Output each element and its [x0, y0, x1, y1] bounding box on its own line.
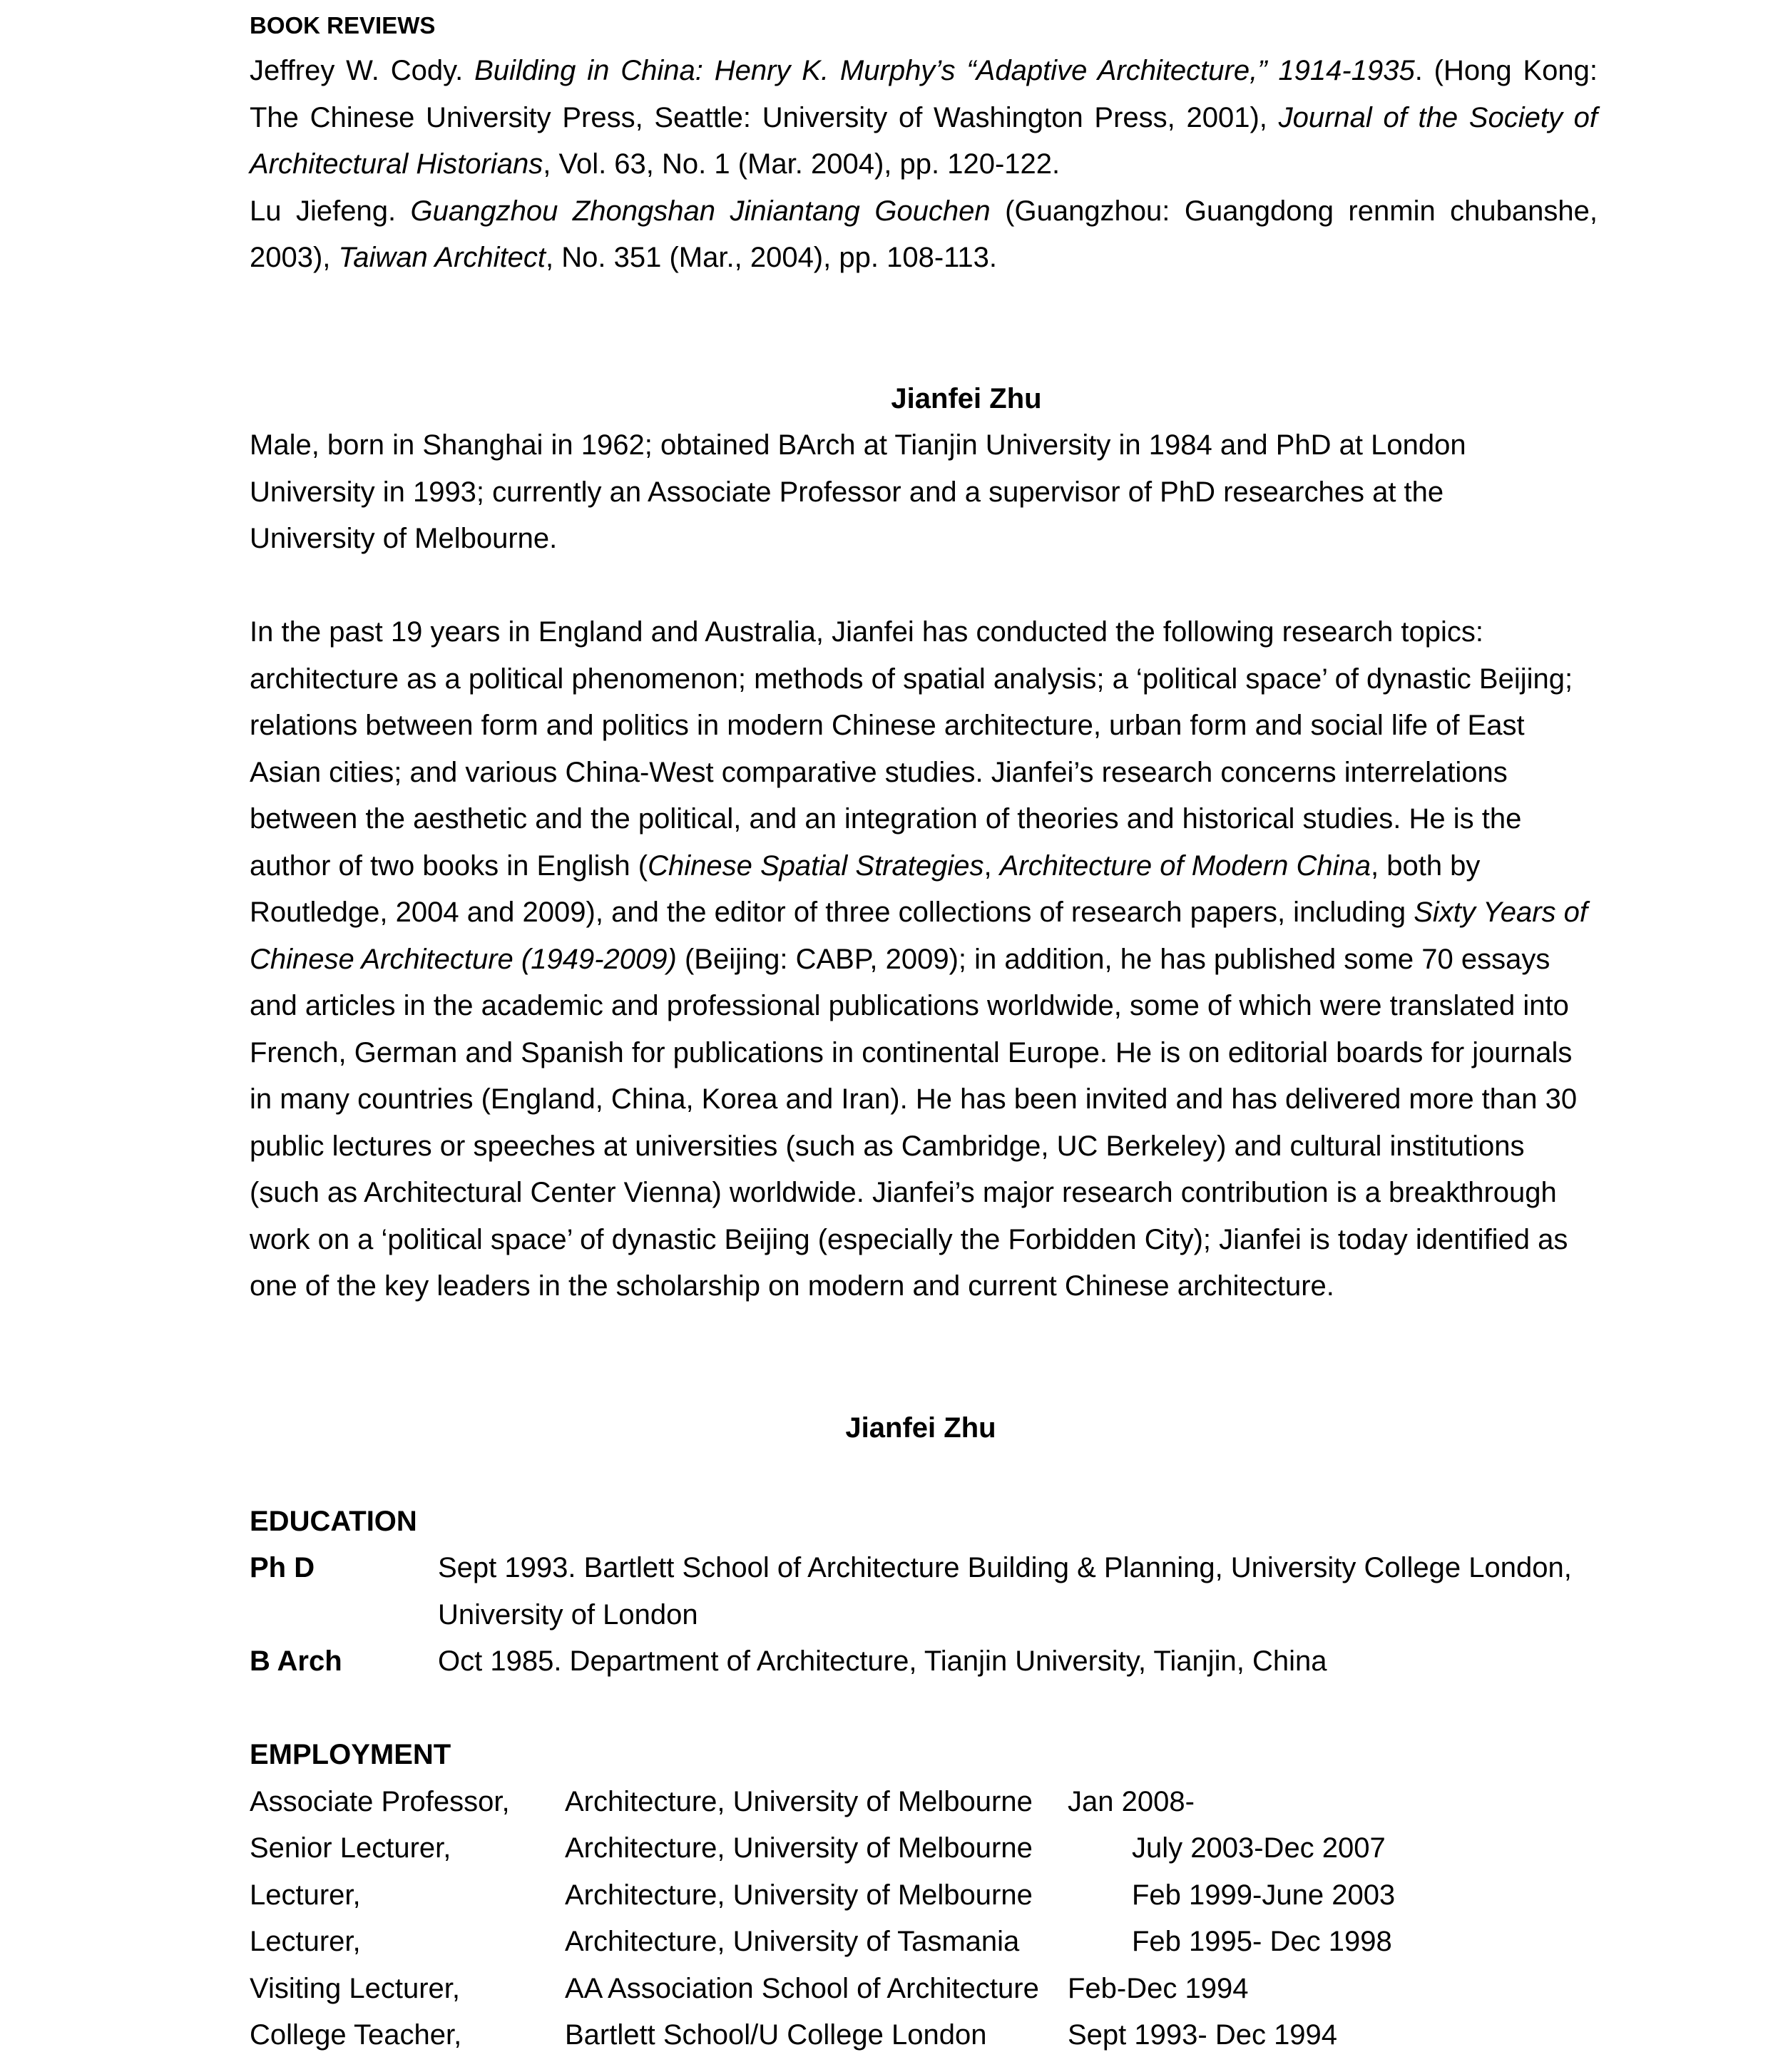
- bio-summary: Male, born in Shanghai in 1962; obtained BArch at Tianjin University in 1984 and PhD at London University in 1993; currently an Associate Professor and a supervisor of PhD researches at the University of Melbourne.: [250, 429, 1466, 554]
- employment-place: Architecture, University of Melbourne: [565, 1879, 1033, 1911]
- book-reviews-heading: BOOK REVIEWS: [250, 12, 436, 39]
- employment-item: [250, 2012, 1598, 2059]
- employment-dates: Jan 2008-: [1068, 1786, 1195, 1817]
- employment-item: [250, 1919, 1598, 1966]
- review-citation: , Vol. 63, No. 1 (Mar. 2004), pp. 120-122.: [543, 148, 1061, 180]
- review-journal: Journal of the Society of Architectural Historians: [250, 101, 1598, 180]
- review-book-title: Building in China: Henry K. Murphy’s “Adaptive Architecture,” 1914-1935: [474, 55, 1415, 86]
- review-author: Lu Jiefeng.: [250, 195, 411, 227]
- employment-title: Lecturer,: [250, 1879, 361, 1911]
- education-detail: Sept 1993. Bartlett School of Architecture Building & Planning, University College London, University of London: [438, 1552, 1572, 1630]
- employment-title: Visiting Lecturer,: [250, 1973, 460, 2004]
- review-publisher: (Guangzhou: Guangdong renmin chubanshe, 2003),: [250, 195, 1598, 273]
- education-degree: B Arch: [250, 1645, 342, 1677]
- review-entry: [250, 188, 1598, 282]
- research-text: , both by Routledge, 2004 and 2009), and the editor of three collections of research papers, including: [250, 849, 1481, 928]
- education-heading: EDUCATION: [250, 1506, 417, 1537]
- employment-place: Architecture, University of Tasmania: [565, 1926, 1020, 1957]
- book-reviews-list: [250, 48, 1598, 282]
- employment-place: Architecture, University of Melbourne: [565, 1786, 1033, 1817]
- employment-place: AA Association School of Architecture: [565, 1973, 1039, 2004]
- employment-dates: Feb 1999-June 2003: [1132, 1879, 1396, 1911]
- employment-heading: EMPLOYMENT: [250, 1739, 451, 1770]
- employment-dates: July 2003-Dec 2007: [1132, 1832, 1386, 1864]
- education-degree: Ph D: [250, 1552, 315, 1583]
- review-book-title: Guangzhou Zhongshan Jiniantang Gouchen: [410, 195, 991, 227]
- review-journal: Taiwan Architect: [338, 242, 546, 273]
- book-title: Chinese Spatial Strategies: [648, 849, 984, 882]
- employment-title: College Teacher,: [250, 2019, 462, 2051]
- employment-item: [250, 1966, 1598, 2013]
- review-citation: , No. 351 (Mar., 2004), pp. 108-113.: [546, 242, 998, 273]
- employment-dates: Feb 1995- Dec 1998: [1132, 1926, 1392, 1957]
- review-entry: [250, 48, 1598, 188]
- education-detail: Oct 1985. Department of Architecture, Tianjin University, Tianjin, China: [438, 1645, 1327, 1677]
- employment-place: Architecture, University of Melbourne: [565, 1832, 1033, 1864]
- research-text: In the past 19 years in England and Australia, Jianfei has conducted the following research topics: architecture as a political phenomenon; methods of spatial analysis; a ‘political space’ of dynastic Beijing; relations between form and politics in modern Chinese architecture, urban form and social life of East Asian cities; and various China-West comparative studies. Jianfei’s research concerns interrelations between the aesthetic and the political, and an integration of theories and historical studies. He is the author of two books in English (: [250, 616, 1573, 882]
- bio-name-heading: Jianfei Zhu: [891, 383, 1042, 414]
- employment-title: Associate Professor,: [250, 1786, 510, 1817]
- bio-research-paragraph: [250, 609, 1598, 1310]
- research-text: (Beijing: CABP, 2009); in addition, he has published some 70 essays and articles in the academic and professional publications worldwide, some of which were translated into French, German and Spanish for publications in continental Europe. He is on editorial boards for journals in many countries (England, China, Korea and Iran). He has been invited and has delivered more than 30 public lectures or speeches at universities (such as Cambridge, UC Berkeley) and cultural institutions (such as Architectural Center Vienna) worldwide. Jianfei’s major research contribution is a breakthrough work on a ‘political space’ of dynastic Beijing (especially the Forbidden City); Jianfei is today identified as one of the key leaders in the scholarship on modern and current Chinese architecture.: [250, 943, 1578, 1302]
- employment-title: Lecturer,: [250, 1926, 361, 1957]
- review-author: Jeffrey W. Cody.: [250, 55, 475, 86]
- employment-dates: Feb-Dec 1994: [1068, 1973, 1249, 2004]
- employment-item: [250, 1779, 1598, 1826]
- employment-item: [250, 1872, 1598, 1919]
- book-title: Sixty Years of Chinese Architecture (1949-2009): [250, 897, 1588, 975]
- research-text: ,: [983, 849, 1000, 882]
- employment-item: [250, 1825, 1598, 1872]
- review-publisher: . (Hong Kong: The Chinese University Press, Seattle: University of Washington Press, 2001),: [250, 55, 1598, 133]
- employment-place: Bartlett School/U College London: [565, 2019, 987, 2051]
- employment-title: Senior Lecturer,: [250, 1832, 451, 1864]
- book-title: Architecture of Modern China: [999, 849, 1371, 882]
- education-item: [250, 1638, 1598, 1685]
- education-item: [250, 1545, 1598, 1638]
- employment-dates: Sept 1993- Dec 1994: [1068, 2019, 1338, 2051]
- cv-name-heading: Jianfei Zhu: [845, 1412, 996, 1444]
